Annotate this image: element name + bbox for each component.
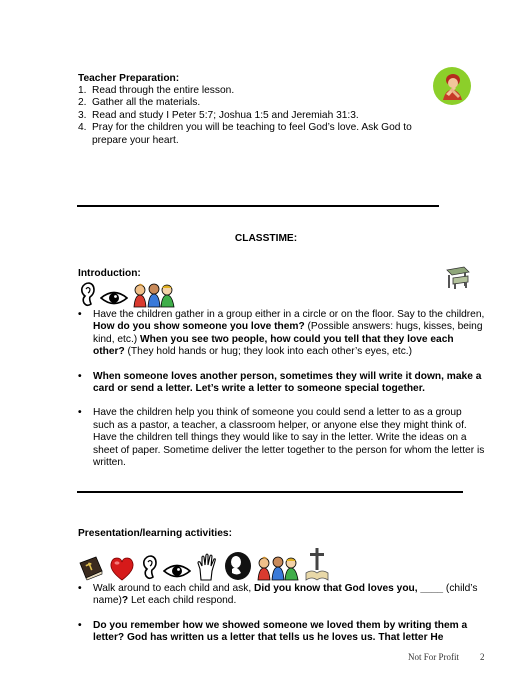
school-desk-icon [444,264,472,290]
section-divider [77,491,463,493]
question-text: When you see two people, how could you tell that they love each other? [93,333,454,358]
heart-icon [109,557,135,581]
praying-figure-icon [223,551,251,581]
teacher-prep-heading: Teacher Preparation: [78,73,180,84]
children-group-icon [256,555,300,581]
text-run: (They hold hands or hug; they look into each other’s eyes, etc.) [124,346,413,358]
text-run: Have the children help you think of someone you could send a letter to as a group such as a pastor, a teacher, a classroom helper, or anyone else they might think of. Have the children tell things they would like to say in the letter. Write the ideas on a sheet of paper. Sometime deliver the letter together to the person for whom the letter is written. [93,407,485,469]
list-text: Read and study I Peter 5:7; Joshua 1:5 and Jeremiah 31:3. [92,109,359,121]
footer-text: Not For Profit [408,652,460,662]
list-item [78,122,448,147]
cross-book-icon [305,547,329,581]
text-run: (child’s name) [93,583,478,607]
list-number: 3. [78,109,87,121]
eye-icon [163,561,191,581]
list-number: 1. [78,85,87,96]
children-group-icon [132,282,176,308]
list-item [78,583,486,608]
page-number: 2 [480,652,485,662]
text-run: Let each child respond. [128,595,237,607]
list-item [78,309,486,359]
eye-icon [100,288,128,308]
teacher-prep-list [78,85,448,147]
list-item [78,407,486,469]
text-run: (Possible answers: hugs, kisses, being kind, etc.) [93,321,483,345]
list-text: Gather all the materials. [92,97,201,109]
list-number: 2. [78,97,87,109]
section-divider [77,205,439,207]
list-item [78,97,448,109]
script-text: Do you remember how we showed someone we loved them by writing them a letter? God has written us a letter that tells us he loves us. That letter He [93,619,468,644]
praying-hand-icon [196,553,218,581]
presentation-bullets [78,583,486,645]
list-item [78,371,486,396]
question-text: How do you show someone you love them? [93,321,305,333]
text-run: Have the children gather in a group either in a circle or on the floor. Say to the children, [93,309,485,320]
bullet-icon: • [78,583,82,594]
list-item [78,85,448,97]
bullet-icon: • [78,619,82,631]
presentation-icon-row [78,547,329,581]
list-item [78,620,486,645]
bullet-icon: • [78,309,82,320]
bullet-icon: • [78,407,82,419]
ear-icon [78,282,96,308]
introduction-bullets [78,309,486,469]
list-item [78,110,448,122]
question-text: Did you know that God loves you, ____ [254,583,444,594]
bible-icon [78,555,104,581]
ear-icon [140,555,158,581]
bullet-icon: • [78,370,82,382]
list-number: 4. [78,122,87,134]
script-text: When someone loves another person, sometimes they will write it down, make a card or send a letter. Let’s write a letter to someone special together. [93,370,482,395]
list-text: Read through the entire lesson. [92,85,235,96]
presentation-heading: Presentation/learning activities: [78,528,232,539]
introduction-heading: Introduction: [78,268,141,279]
question-mark: ? [121,595,129,607]
text-run: Walk around to each child and ask, [93,583,255,594]
list-text: Pray for the children you will be teaching to feel God’s love. Ask God to prepare your heart. [92,122,412,146]
intro-icon-row [78,282,176,308]
classtime-heading: CLASSTIME: [234,233,298,244]
